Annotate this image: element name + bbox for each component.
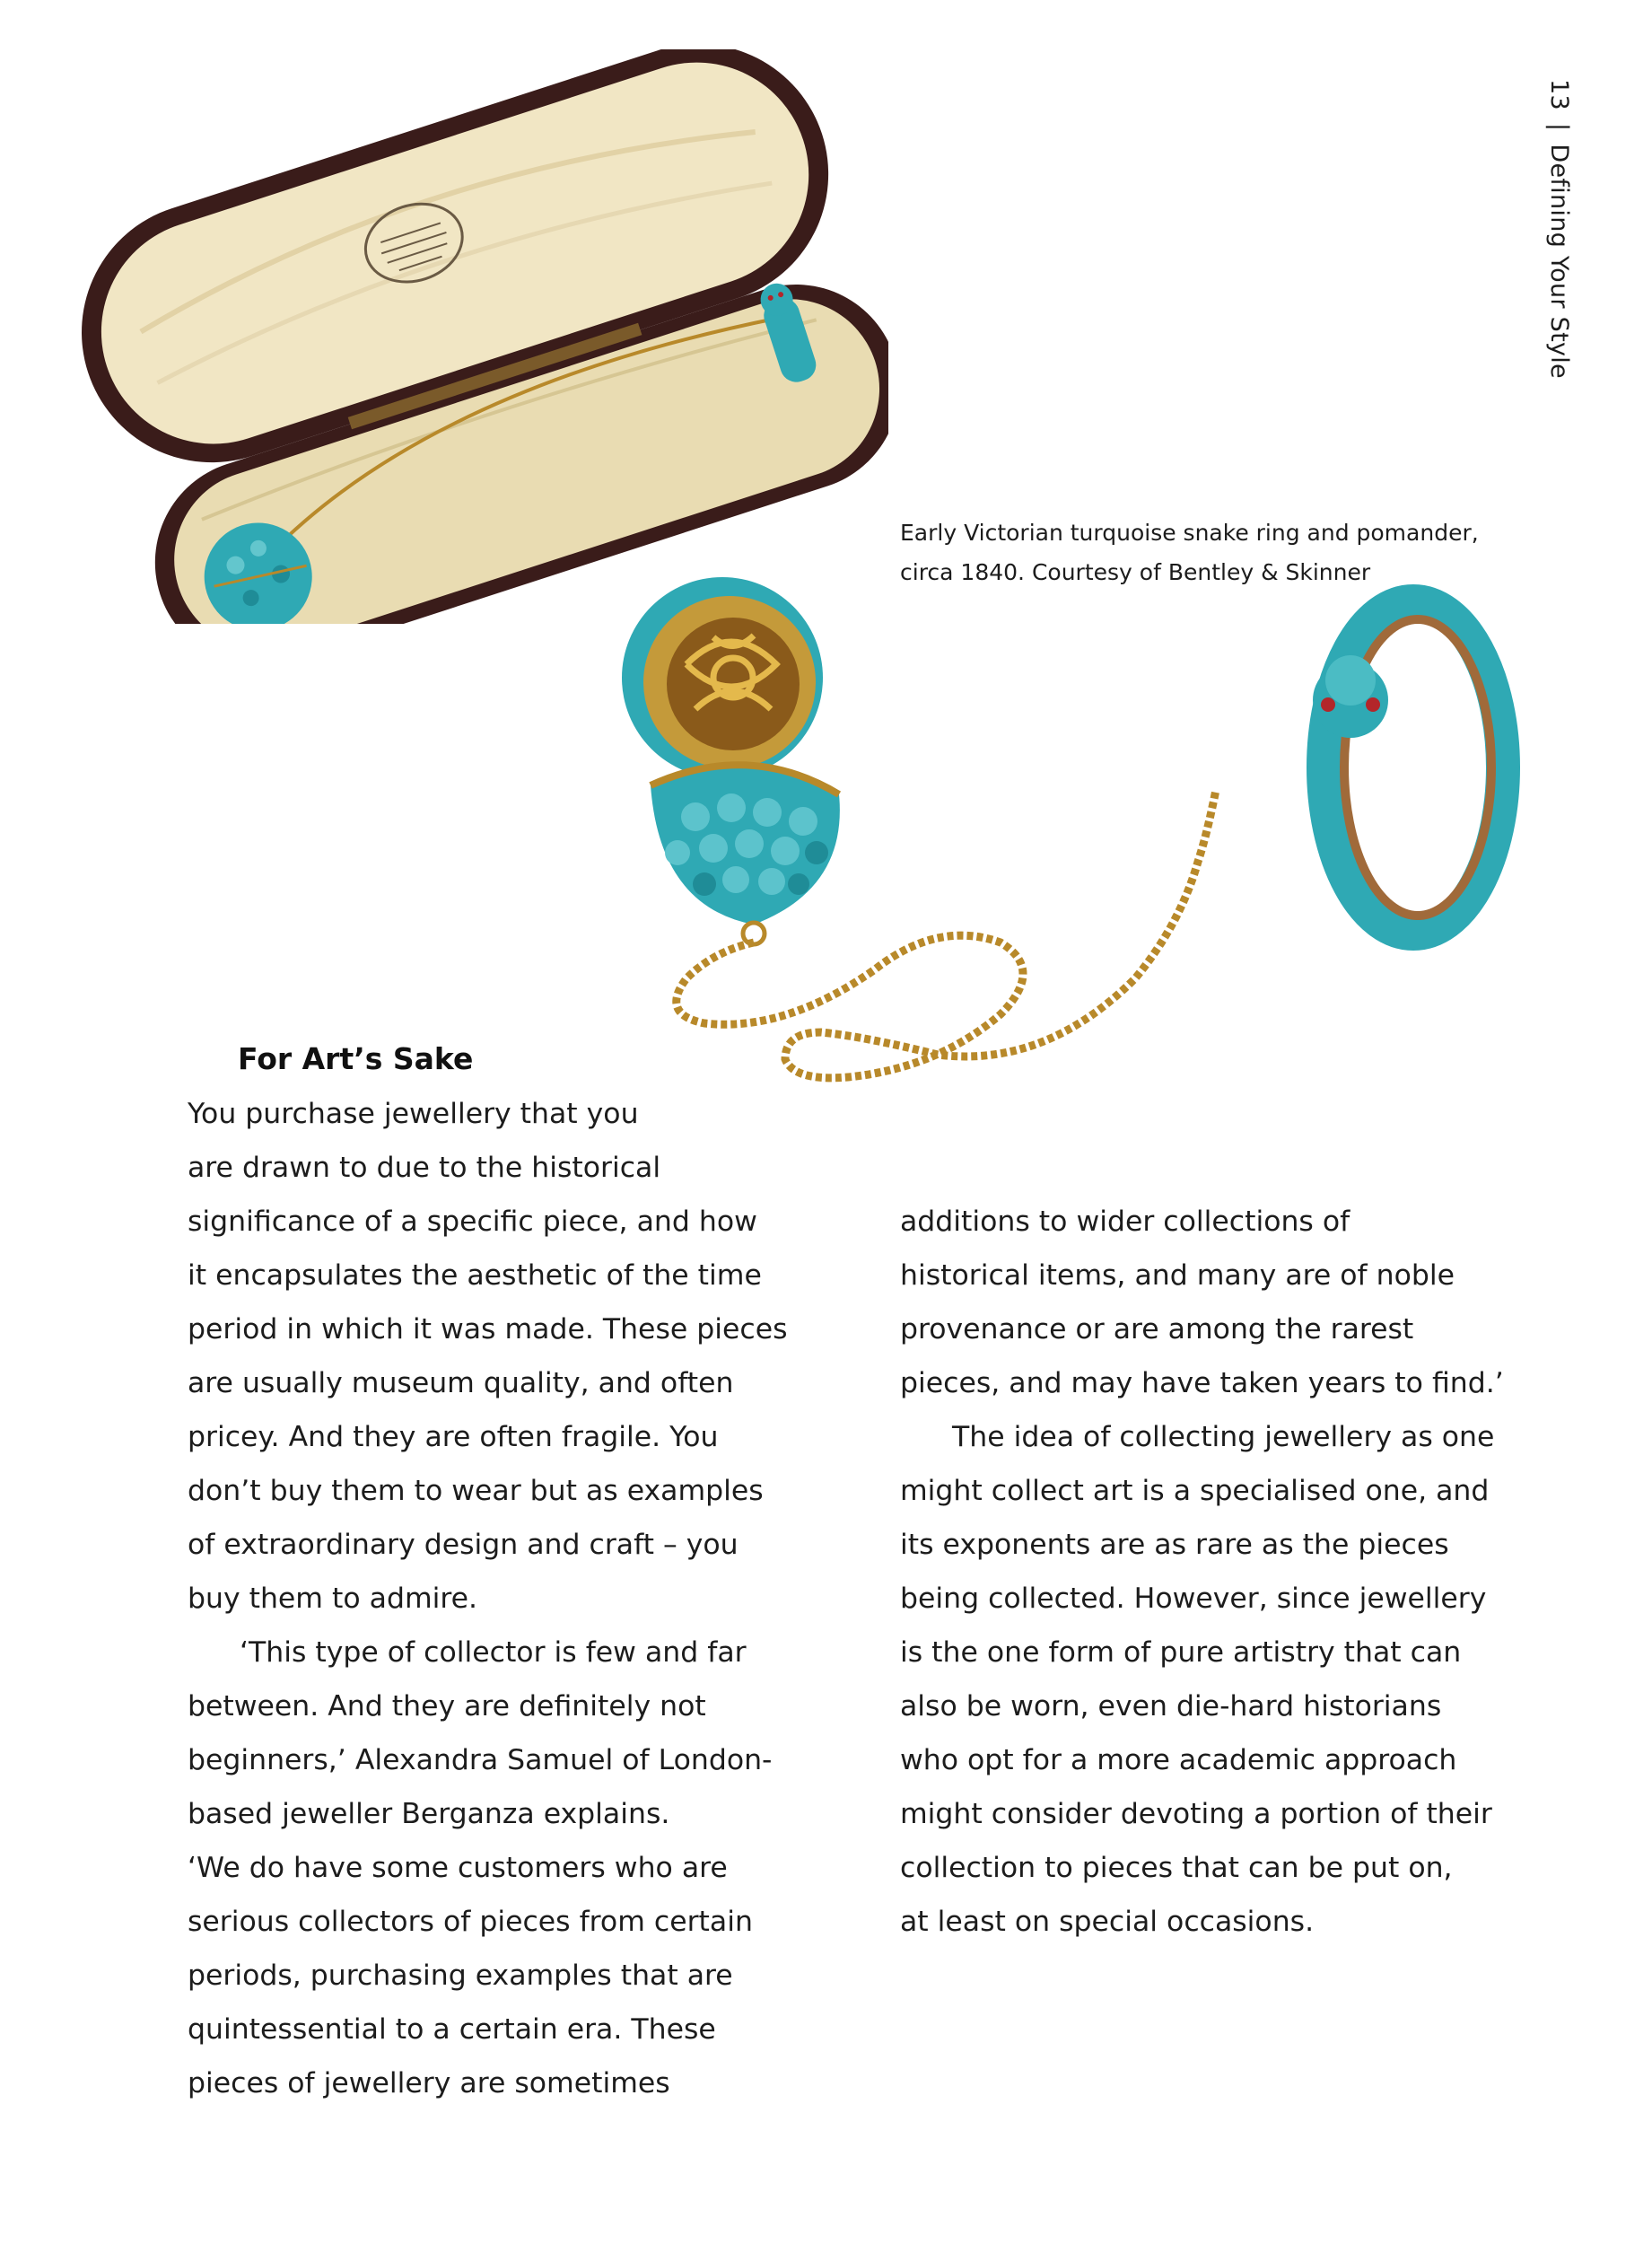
pomander-and-snake-ring-photo [579,565,1575,1176]
caption-line: circa 1840. Courtesy of Bentley & Skinner [900,559,1371,585]
body-line: The idea of collecting jewellery as one [952,1421,1495,1453]
page-number: 13 [1545,79,1573,110]
body-line: buy them to admire. [188,1582,478,1615]
body-line: ‘We do have some customers who are [188,1852,728,1884]
body-line: You purchase jewellery that you [188,1098,639,1130]
body-line: additions to wider collections of [900,1205,1350,1238]
body-line: also be worn, even die-hard historians [900,1690,1442,1723]
body-line: might collect art is a specialised one, and [900,1475,1490,1507]
right-column [900,1195,1504,1949]
section-heading: For Art’s Sake [238,1041,474,1076]
body-line: it encapsulates the aesthetic of the time [188,1259,762,1292]
left-column [188,1087,787,2110]
body-line: are drawn to due to the historical [188,1152,661,1184]
body-line: serious collectors of pieces from certain [188,1906,753,1938]
body-line: based jeweller Berganza explains. [188,1798,670,1830]
body-line: periods, purchasing examples that are [188,1959,733,1992]
body-line: ‘This type of collector is few and far [240,1636,747,1669]
body-line: pieces of jewellery are sometimes [188,2067,670,2100]
body-line: at least on special occasions. [900,1906,1315,1938]
body-line: pieces, and may have taken years to find.’ [900,1367,1504,1399]
section-title: Defining Your Style [1545,144,1573,379]
body-line: collection to pieces that can be put on, [900,1852,1453,1884]
body-line: might consider devoting a portion of their [900,1798,1492,1830]
photo-caption [900,513,1528,592]
pomander-lid [622,577,823,778]
body-line: who opt for a more academic approach [900,1744,1457,1776]
body-line: quintessential to a certain era. These [188,2013,716,2046]
jewellery-case-photo [63,49,888,624]
body-line: beginners,’ Alexandra Samuel of London- [188,1744,773,1776]
body-line: period in which it was made. These pieces [188,1313,788,1346]
body-line: being collected. However, since jewellery [900,1582,1487,1615]
body-line: don’t buy them to wear but as examples [188,1475,764,1507]
body-line: are usually museum quality, and often [188,1367,734,1399]
body-line: its exponents are as rare as the pieces [900,1529,1449,1561]
snake-ring-detail [1313,601,1503,934]
body-line: significance of a specific piece, and how [188,1205,757,1238]
body-line: of extraordinary design and craft – you [188,1529,739,1561]
pomander-bowl [651,765,840,944]
caption-line: Early Victorian turquoise snake ring and pomander, [900,520,1479,546]
running-head [1545,79,1573,379]
running-head-separator: | [1545,122,1573,132]
body-line: between. And they are definitely not [188,1690,706,1723]
body-line: is the one form of pure artistry that can [900,1636,1462,1669]
body-line: historical items, and many are of noble [900,1259,1455,1292]
body-line: pricey. And they are often fragile. You [188,1421,719,1453]
body-line: provenance or are among the rarest [900,1313,1414,1346]
